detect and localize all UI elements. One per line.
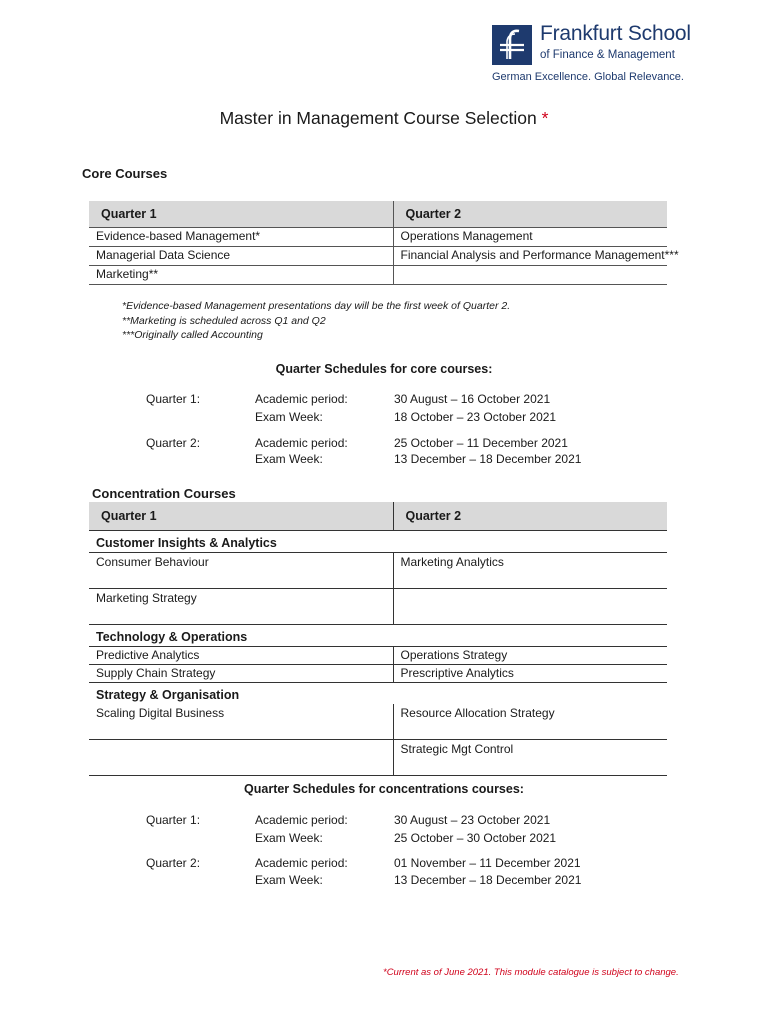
exam-week-label: Exam Week: bbox=[255, 452, 323, 466]
core-courses-table bbox=[89, 201, 679, 285]
table-cell bbox=[393, 266, 667, 285]
column-header-quarter-1: Quarter 1 bbox=[89, 201, 393, 228]
table-row bbox=[89, 247, 667, 266]
table-cell: Managerial Data Science bbox=[89, 247, 393, 266]
exam-week-label: Exam Week: bbox=[255, 410, 323, 424]
title-asterisk: * bbox=[541, 108, 549, 128]
quarter-label: Quarter 2: bbox=[146, 856, 201, 870]
table-cell: Scaling Digital Business bbox=[89, 704, 393, 740]
exam-week-label: Exam Week: bbox=[255, 873, 323, 887]
quarter-label: Quarter 1: bbox=[146, 813, 201, 827]
quarter-label: Quarter 1: bbox=[146, 392, 201, 406]
academic-period-label: Academic period: bbox=[255, 856, 348, 870]
table-row bbox=[89, 704, 667, 740]
page-title bbox=[0, 108, 768, 129]
school-logo bbox=[492, 22, 702, 88]
academic-period-label: Academic period: bbox=[255, 813, 348, 827]
concentration-courses-heading: Concentration Courses bbox=[92, 486, 236, 501]
table-row bbox=[89, 647, 667, 665]
table-cell: Marketing** bbox=[89, 266, 393, 285]
column-header-quarter-1: Quarter 1 bbox=[89, 502, 393, 531]
table-cell: Strategic Mgt Control bbox=[393, 740, 667, 776]
logo-subname: of Finance & Management bbox=[540, 49, 675, 61]
academic-period-dates: 25 October – 11 December 2021 bbox=[394, 436, 568, 450]
logo-tagline: German Excellence. Global Relevance. bbox=[492, 71, 684, 83]
table-cell: Consumer Behaviour bbox=[89, 553, 393, 589]
table-row bbox=[89, 740, 667, 776]
table-cell: Evidence-based Management* bbox=[89, 228, 393, 247]
table-cell bbox=[89, 740, 393, 776]
concentration-group-row bbox=[89, 625, 667, 647]
exam-week-dates: 18 October – 23 October 2021 bbox=[394, 410, 557, 424]
note-line: *Evidence-based Management presentations day will be the first week of Quarter 2. bbox=[122, 300, 511, 312]
table-cell: Predictive Analytics bbox=[89, 647, 393, 665]
table-header-row bbox=[89, 502, 667, 531]
academic-period-dates: 30 August – 23 October 2021 bbox=[394, 813, 551, 827]
page-title-text: Master in Management Course Selection bbox=[219, 108, 537, 128]
quarter-label: Quarter 2: bbox=[146, 436, 201, 450]
table-cell: Supply Chain Strategy bbox=[89, 665, 393, 683]
note-line: ***Originally called Accounting bbox=[122, 329, 263, 341]
table-row bbox=[89, 266, 667, 285]
concentration-group-row bbox=[89, 531, 667, 553]
table-cell: Marketing Analytics bbox=[393, 553, 667, 589]
logo-name: Frankfurt School bbox=[540, 22, 691, 45]
academic-period-dates: 30 August – 16 October 2021 bbox=[394, 392, 551, 406]
core-schedule-title: Quarter Schedules for core courses: bbox=[275, 362, 493, 376]
table-cell: Resource Allocation Strategy bbox=[393, 704, 667, 740]
exam-week-dates: 13 December – 18 December 2021 bbox=[394, 873, 582, 887]
table-row bbox=[89, 228, 667, 247]
table-cell bbox=[393, 589, 667, 625]
exam-week-dates: 25 October – 30 October 2021 bbox=[394, 831, 557, 845]
academic-period-label: Academic period: bbox=[255, 436, 348, 450]
table-row bbox=[89, 553, 667, 589]
column-header-quarter-2: Quarter 2 bbox=[393, 502, 667, 531]
academic-period-dates: 01 November – 11 December 2021 bbox=[394, 856, 581, 870]
column-header-quarter-2: Quarter 2 bbox=[393, 201, 667, 228]
exam-week-dates: 13 December – 18 December 2021 bbox=[394, 452, 582, 466]
table-row bbox=[89, 665, 667, 683]
concentration-group-row bbox=[89, 683, 667, 705]
core-courses-heading: Core Courses bbox=[82, 166, 168, 181]
concentration-schedule-title: Quarter Schedules for concentrations courses: bbox=[244, 782, 524, 796]
core-course-notes bbox=[122, 299, 510, 343]
table-cell: Marketing Strategy bbox=[89, 589, 393, 625]
academic-period-label: Academic period: bbox=[255, 392, 348, 406]
table-cell: Prescriptive Analytics bbox=[393, 665, 667, 683]
catalogue-footnote: *Current as of June 2021. This module catalogue is subject to change. bbox=[383, 967, 679, 978]
table-row bbox=[89, 589, 667, 625]
table-cell: Operations Management bbox=[393, 228, 667, 247]
note-line: **Marketing is scheduled across Q1 and Q2 bbox=[122, 314, 326, 327]
concentration-group-name: Technology & Operations bbox=[89, 625, 667, 647]
concentration-courses-table bbox=[89, 502, 667, 776]
table-cell: Financial Analysis and Performance Management*** bbox=[393, 247, 667, 266]
table-header-row bbox=[89, 201, 667, 228]
exam-week-label: Exam Week: bbox=[255, 831, 323, 845]
concentration-group-name: Customer Insights & Analytics bbox=[89, 531, 667, 553]
logo-emblem bbox=[492, 25, 532, 65]
concentration-group-name: Strategy & Organisation bbox=[96, 688, 240, 702]
table-cell: Operations Strategy bbox=[393, 647, 667, 665]
